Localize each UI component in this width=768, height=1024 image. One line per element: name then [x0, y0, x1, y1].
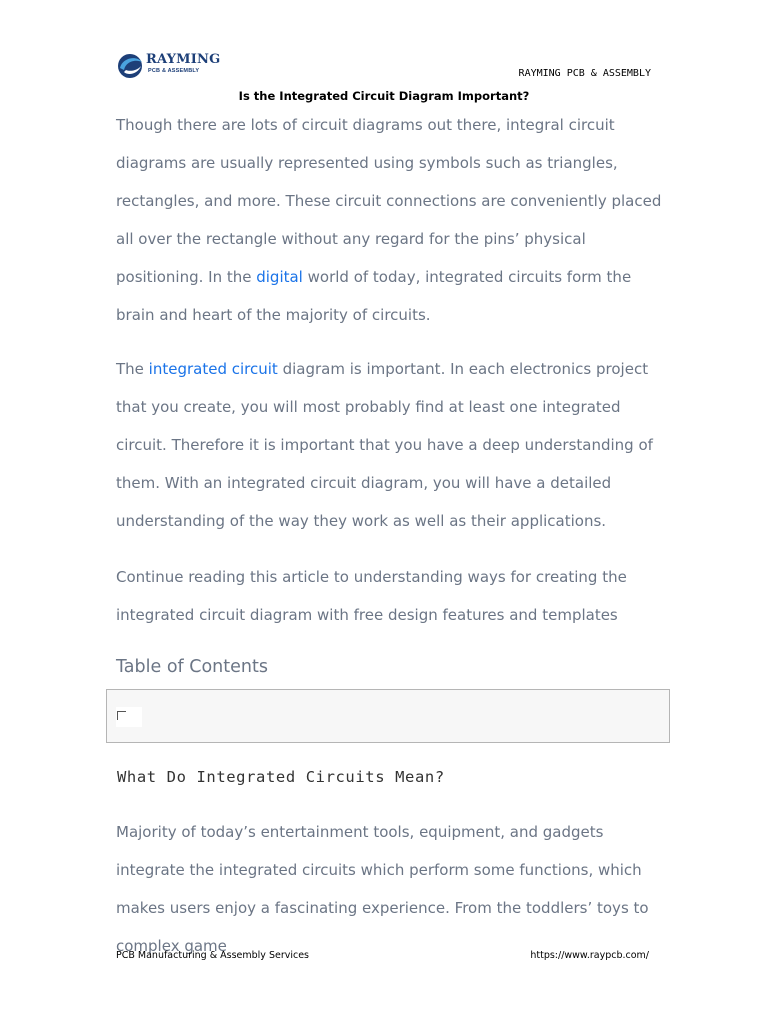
swirl-logo-icon — [116, 52, 144, 80]
toggle-box-icon — [117, 711, 126, 720]
integrated-circuit-link[interactable]: integrated circuit — [148, 360, 278, 378]
page-title: Is the Integrated Circuit Diagram Important? — [238, 89, 530, 103]
paragraph-importance — [116, 350, 668, 540]
paragraph-intro — [116, 106, 668, 334]
paragraph-text: Though there are lots of circuit diagrams out there, integral circuit diagrams are usually represented using symbols such as triangles, rectangles, and more. These circuit connections are conveniently placed all over the rectangle without any regard for the pins’ physical positioning. In the — [116, 116, 662, 286]
paragraph-majority: Majority of today’s entertainment tools, equipment, and gadgets integrate the integrated circuits which perform some functions, which makes users enjoy a fascinating experience. From the toddlers’ toys to complex game — [116, 823, 649, 955]
running-header: RAYMING PCB & ASSEMBLY — [518, 68, 651, 79]
section-heading: What Do Integrated Circuits Mean? — [117, 768, 445, 786]
footer-url[interactable]: https://www.raypcb.com/ — [530, 950, 649, 961]
paragraph-text: world of today, integrated circuits form the brain and heart of the majority of circuits. — [116, 268, 632, 324]
logo-tagline: PCB & ASSEMBLY — [148, 68, 200, 74]
company-logo — [116, 52, 221, 80]
paragraph-text: The — [116, 360, 149, 378]
logo-name: RAYMING — [146, 52, 221, 67]
paragraph-text: diagram is important. In each electronics project that you create, you will most probably find at least one integrated circuit. Therefore it is important that you have a deep understanding of them. With an integrated circuit diagram, you will have a detailed understanding of the way they work as well as their applications. — [116, 360, 653, 530]
digital-link[interactable]: digital — [256, 268, 303, 286]
paragraph-continue: Continue reading this article to understanding ways for creating the integrated circuit diagram with free design features and templates — [116, 568, 627, 624]
toc-container — [106, 689, 670, 743]
footer-services: PCB Manufacturing & Assembly Services — [116, 950, 310, 961]
toc-heading: Table of Contents — [116, 657, 268, 677]
toc-toggle-button[interactable] — [116, 707, 142, 727]
